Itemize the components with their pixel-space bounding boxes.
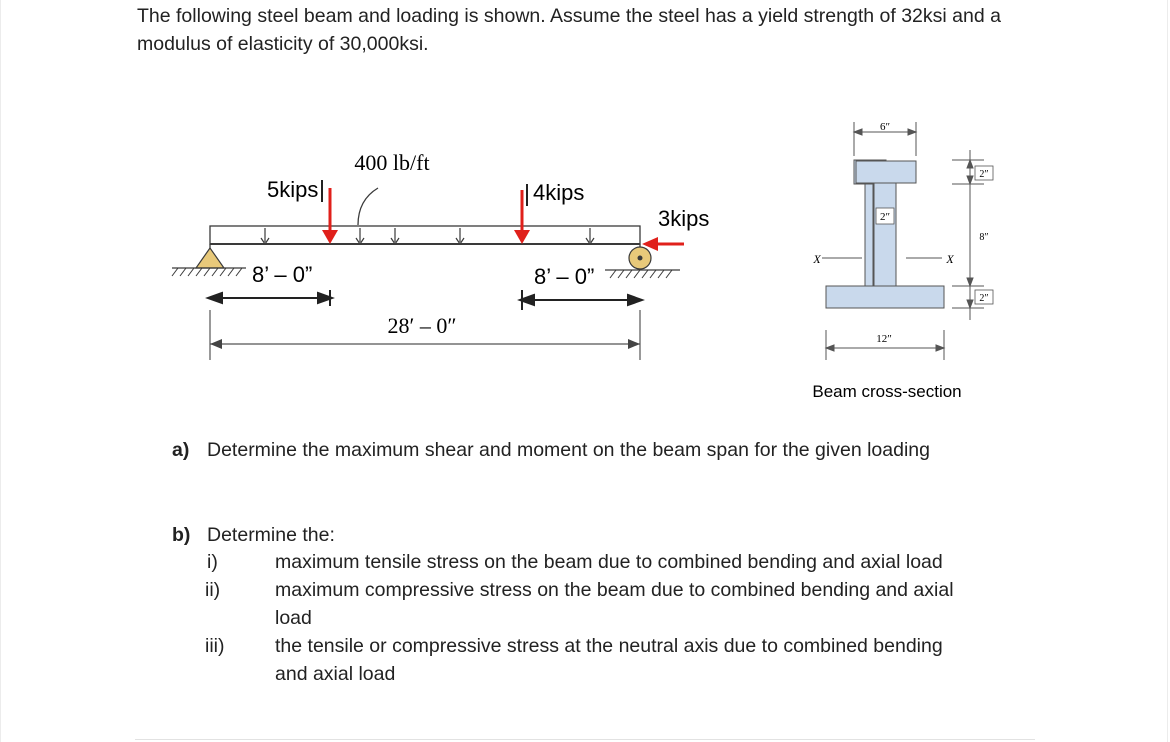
axial-load-label: 3kips [658,206,710,231]
item-ii-text-line1: maximum compressive stress on the beam due to combined bending and axial [275,579,954,601]
point-load-left-label: 5kips [267,177,319,202]
cross-section-clean [826,161,944,308]
cross-section-dimensions [822,122,984,360]
web-thickness-label: 2″ [879,211,891,223]
item-i-number: i) [207,551,218,573]
question-b-label: b) [172,524,191,546]
question-b [172,521,190,549]
dimension-left-8ft [208,290,332,306]
item-ii-text-line2: load [275,607,312,629]
distributed-load-label: 400 lb/ft [354,150,430,175]
question-a [172,436,189,464]
roller-support [605,247,680,278]
bottom-width-label: 12″ [876,333,892,345]
question-a-text: Determine the maximum shear and moment on the beam span for the given loading [207,439,930,461]
item-ii-number: ii) [205,579,221,601]
pin-support [172,248,246,276]
question-a-label: a) [172,439,190,461]
item-iii-text-line1: the tensile or compressive stress at the neutral axis due to combined bending [275,635,943,657]
bottom-flange-thickness-label: 2″ [979,293,989,304]
cross-section-caption: Beam cross-section [812,382,962,401]
question-b-text: Determine the: [207,524,335,546]
item-iii-text-line2: and axial load [275,663,396,685]
item-i-text: maximum tensile stress on the beam due to combined bending and axial load [275,551,943,573]
point-load-4kips [514,180,584,244]
web-height-label: 8″ [979,232,989,243]
top-flange-thickness-label: 2″ [979,169,989,180]
top-width-label: 6″ [879,121,891,133]
dimension-mid-8ft [520,290,642,310]
dim-left-label: 8’ – 0” [252,262,313,287]
distributed-load-band [210,226,640,244]
point-load-mid-label: 4kips [533,180,585,205]
dim-total-label: 28′ – 0″ [387,313,457,338]
problem-intro: The following steel beam and loading is shown. Assume the steel has a yield strength of 32ksi and a modulus of elasticity of 30,000ksi. [137,5,1001,55]
load-leader-curve [358,188,378,225]
axial-load-3kips [642,206,709,251]
dim-mid-label: 8’ – 0” [534,264,595,289]
axis-x-left-label: X [813,252,821,266]
distributed-load-arrows [261,228,594,244]
item-iii-number: iii) [205,635,225,657]
axis-x-right-label: X [946,252,954,266]
point-load-5kips [267,177,338,244]
